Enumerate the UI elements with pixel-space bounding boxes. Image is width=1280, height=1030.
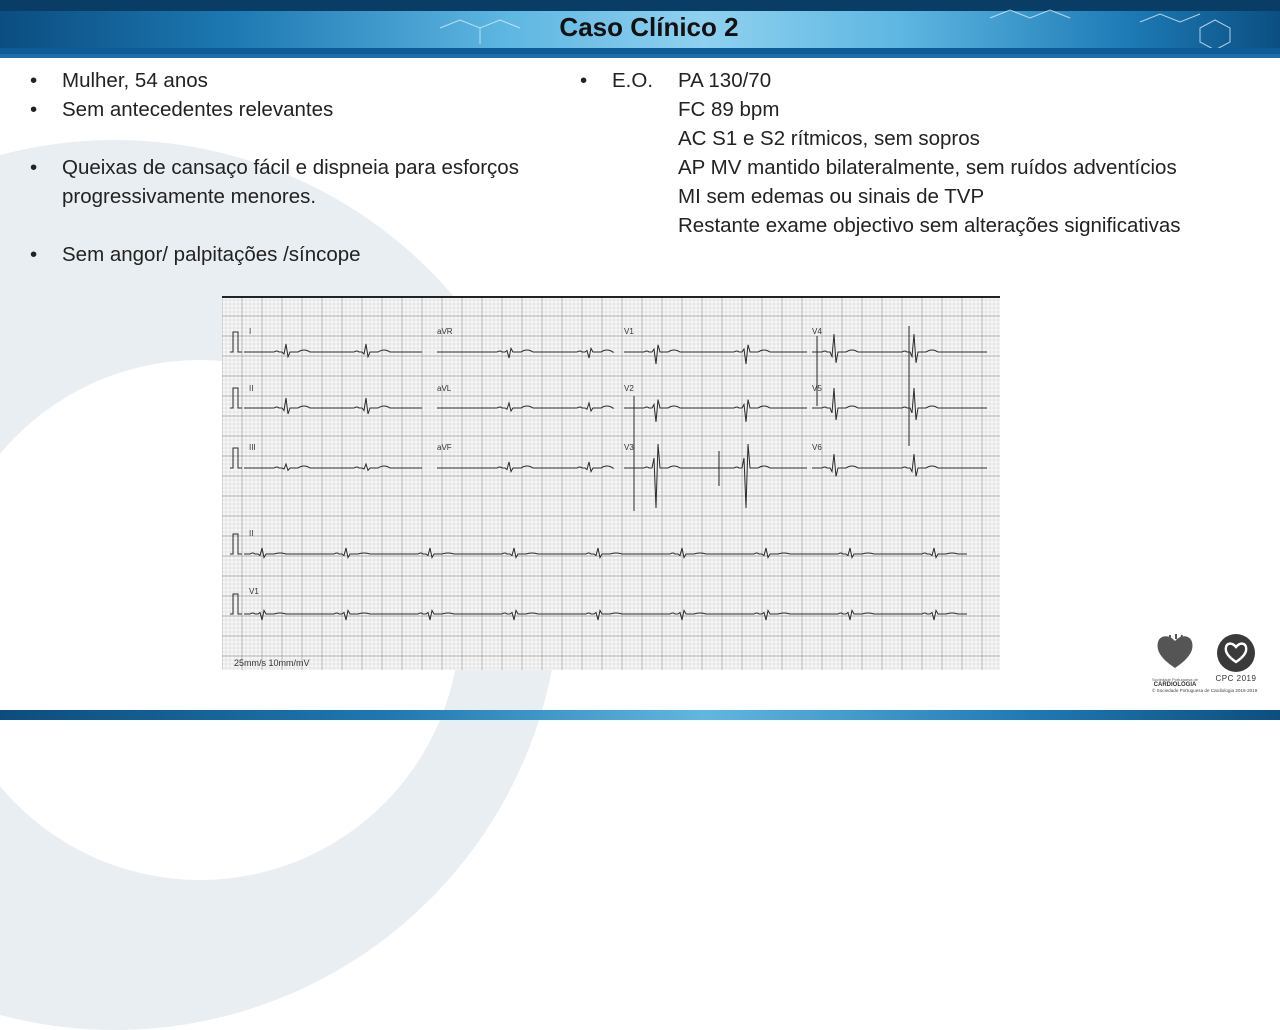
cpc-label: CPC 2019 (1215, 674, 1257, 683)
ecg-lead-label: V6 (812, 443, 822, 452)
bullet-dot: • (30, 69, 38, 92)
ecg-lead-label: V5 (812, 384, 822, 393)
cpc-logo (1212, 634, 1260, 686)
slide-title: Caso Clínico 2 (559, 12, 739, 42)
exam-line: PA 130/70 (678, 69, 772, 92)
exam-label: E.O. (612, 69, 654, 92)
exam-column (580, 66, 1260, 240)
ecg-lead-label: II (249, 529, 254, 538)
exam-lines (678, 66, 1181, 240)
bullet-item (30, 95, 570, 124)
heart-outline-icon (1217, 634, 1255, 672)
exam-bullet (580, 66, 1260, 240)
ecg-top-border (222, 296, 1000, 298)
ecg-calibration-label: 25mm/s 10mm/mV (234, 658, 310, 668)
ecg-lead-label: V1 (624, 327, 634, 336)
bullet-dot: • (30, 243, 38, 266)
banner-underline (0, 54, 1280, 58)
ecg-lead-label: V4 (812, 327, 822, 336)
bullet-item (30, 153, 570, 211)
spc-line1: Sociedade Portuguesa de (1151, 677, 1199, 682)
ecg-lead-label: aVL (437, 384, 452, 393)
cpc-heart-badge (1217, 634, 1255, 672)
bullet-dot: • (30, 156, 38, 179)
ecg-tracing-image (222, 296, 1000, 670)
bullet-dot: • (580, 69, 588, 92)
bullet-text: Queixas de cansaço fácil e dispneia para esforços progressivamente menores. (62, 156, 519, 208)
title-banner (0, 0, 1280, 58)
ecg-lead-label: aVR (437, 327, 453, 336)
ecg-lead-label: V3 (624, 443, 634, 452)
ecg-lead-label: V2 (624, 384, 634, 393)
bullet-item (30, 66, 570, 95)
exam-line: Restante exame objectivo sem alterações significativas (678, 214, 1181, 237)
spc-line2: CARDIOLOGIA (1153, 682, 1197, 688)
ecg-lead-label: III (249, 443, 256, 452)
exam-line: MI sem edemas ou sinais de TVP (678, 185, 985, 208)
heart-icon (1150, 632, 1200, 672)
spacer (30, 124, 570, 153)
bullet-text: Sem antecedentes relevantes (62, 98, 334, 121)
footer-bar (0, 710, 1280, 720)
ecg-lead-label: V1 (249, 587, 259, 596)
spc-logo (1150, 632, 1200, 686)
copyright-text: © Sociedade Portuguesa de Cardiologia 2018-2019 (1152, 688, 1258, 693)
exam-line: AC S1 e S2 rítmicos, sem sopros (678, 127, 980, 150)
bullet-text: Mulher, 54 anos (62, 69, 208, 92)
bullet-text: Sem angor/ palpitações /síncope (62, 243, 361, 266)
history-column (30, 66, 570, 269)
exam-line: FC 89 bpm (678, 98, 780, 121)
ecg-lead-label: II (249, 384, 254, 393)
exam-line: AP MV mantido bilateralmente, sem ruídos adventícios (678, 156, 1177, 179)
bullet-dot: • (30, 98, 38, 121)
ecg-lead-label: I (249, 327, 252, 336)
ecg-lead-label: aVF (437, 443, 452, 452)
spacer (30, 211, 570, 240)
bullet-item (30, 240, 570, 269)
